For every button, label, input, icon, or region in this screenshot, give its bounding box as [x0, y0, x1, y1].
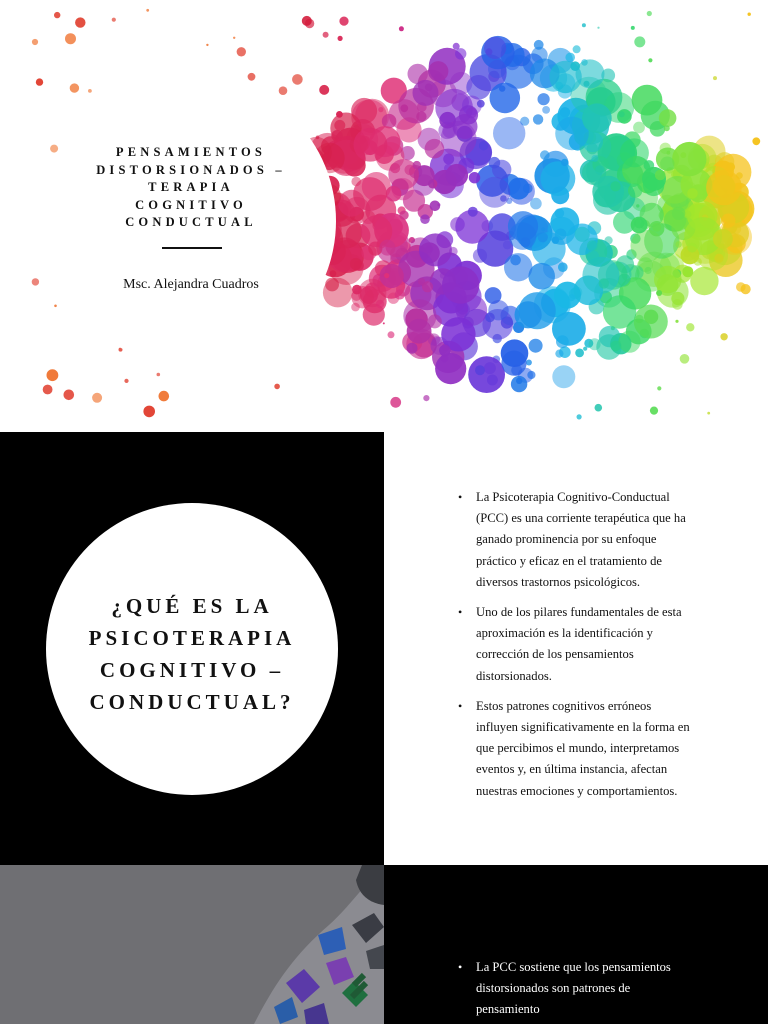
presentation-title	[60, 144, 322, 232]
title-line: CONDUCTUAL	[125, 215, 257, 229]
title-line: PENSAMIENTOS	[115, 145, 267, 159]
bullet-list	[458, 957, 694, 1024]
bullet-item	[458, 957, 694, 1021]
question-heading	[46, 590, 338, 718]
bullet-text: La PCC sostiene que los pensamientos distorsionados son patrones de pensamiento	[476, 960, 671, 1017]
bullet-icon: •	[458, 960, 463, 974]
title-divider	[162, 247, 222, 249]
bullet-item	[458, 696, 694, 802]
heading-line: CONDUCTUAL?	[89, 690, 295, 714]
bullet-icon: •	[458, 490, 463, 504]
slide-3-left-panel	[0, 865, 384, 1024]
bullet-item	[458, 602, 694, 687]
bullet-list	[458, 487, 694, 811]
title-line: DISTORSIONADOS –	[96, 162, 286, 177]
heading-line: ¿QUÉ ES LA	[111, 594, 273, 618]
bullet-text: Estos patrones cognitivos erróneos influyen significativamente en la forma en que percibimos el mundo, interpretamos eventos y, en última instancia, afectan nuestras emociones y comportamientos.	[476, 698, 690, 798]
heading-line: COGNITIVO –	[99, 658, 285, 682]
slide-2-left-panel	[0, 432, 384, 865]
bullet-text: Uno de los pilares fundamentales de esta aproximación es la identificación y corrección de los pensamientos distorsionados.	[476, 605, 682, 683]
bullet-item	[458, 487, 694, 593]
bullet-icon: •	[458, 605, 463, 620]
mosaic-pattern-image	[234, 865, 384, 1024]
heading-line: PSICOTERAPIA	[88, 626, 296, 650]
slide-2-right-panel	[384, 432, 768, 865]
author-name: Msc. Alejandra Cuadros	[123, 277, 259, 292]
title-line: COGNITIVO	[135, 197, 247, 212]
bullet-text: La Psicoterapia Cognitivo-Conductual (PCC) es una corriente terapéutica que ha ganado prominencia por su enfoque práctico y eficaz en el tratamiento de diversos trastornos psicológicos.	[476, 490, 686, 589]
title-line: TERAPIA	[148, 180, 234, 194]
bullet-icon: •	[458, 698, 463, 713]
slide-1	[0, 0, 768, 432]
slide-3-right-panel	[384, 865, 768, 1024]
